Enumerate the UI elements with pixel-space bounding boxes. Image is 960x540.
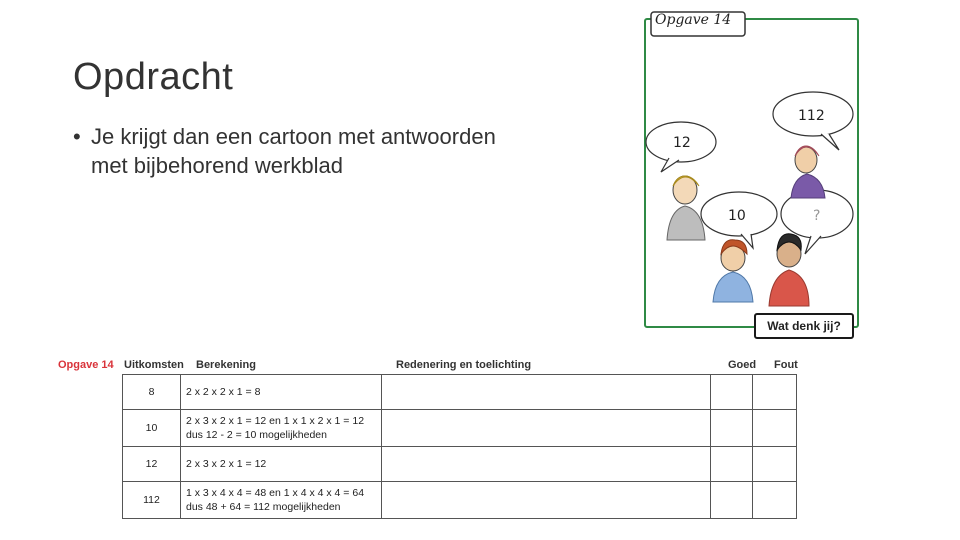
header-fout: Fout <box>774 359 798 371</box>
uitkomst-cell: 12 <box>123 447 181 482</box>
uitkomst-cell: 8 <box>123 375 181 410</box>
berekening-line: 2 x 3 x 2 x 1 = 12 <box>186 458 267 470</box>
berekening-line: 2 x 3 x 2 x 1 = 12 en 1 x 1 x 2 x 1 = 12 <box>186 415 365 427</box>
berekening-line: 1 x 3 x 4 x 4 = 48 en 1 x 4 x 4 x 4 = 64 <box>186 487 365 499</box>
header-goed: Goed <box>728 359 757 371</box>
fout-cell[interactable] <box>753 482 797 519</box>
bullet-text-line1: Je krijgt dan een cartoon met antwoorden <box>91 124 496 149</box>
uitkomst-cell: 112 <box>123 482 181 519</box>
cartoon-drawing <box>641 10 863 340</box>
redenering-cell[interactable] <box>382 447 711 482</box>
redenering-cell[interactable] <box>382 375 711 410</box>
bullet-dot-icon: • <box>73 124 81 149</box>
fout-cell[interactable] <box>753 410 797 447</box>
bullet-item-continuation <box>73 151 593 180</box>
berekening-line: dus 48 + 64 = 112 mogelijkheden <box>186 501 341 513</box>
worksheet-label: Opgave 14 <box>58 359 114 371</box>
goed-cell[interactable] <box>711 447 753 482</box>
table-row <box>123 447 797 482</box>
cartoon-question: Wat denk jij? <box>754 313 854 339</box>
cartoon-image <box>641 10 863 340</box>
table-row <box>123 410 797 447</box>
goed-cell[interactable] <box>711 375 753 410</box>
cartoon-frame <box>645 19 858 327</box>
berekening-line: dus 12 - 2 = 10 mogelijkheden <box>186 429 327 441</box>
berekening-cell <box>181 375 382 410</box>
berekening-cell <box>181 482 382 519</box>
fout-cell[interactable] <box>753 375 797 410</box>
berekening-cell <box>181 447 382 482</box>
redenering-cell[interactable] <box>382 410 711 447</box>
goed-cell[interactable] <box>711 482 753 519</box>
uitkomst-cell: 10 <box>123 410 181 447</box>
bubble-text: 112 <box>798 108 825 124</box>
bubble-text: ? <box>813 208 821 224</box>
berekening-cell <box>181 410 382 447</box>
redenering-cell[interactable] <box>382 482 711 519</box>
bullet-item <box>73 122 593 151</box>
bubble-text: 12 <box>673 135 691 151</box>
bullet-list <box>73 122 593 180</box>
header-berekening: Berekening <box>196 359 256 371</box>
header-redenering: Redenering en toelichting <box>396 359 532 371</box>
cartoon-label: Opgave 14 <box>655 12 732 28</box>
table-row <box>123 482 797 519</box>
fout-cell[interactable] <box>753 447 797 482</box>
berekening-line: 2 x 2 x 2 x 1 = 8 <box>186 386 261 398</box>
worksheet-table <box>122 374 797 519</box>
slide-title: Opdracht <box>73 56 234 98</box>
bubble-text: 10 <box>728 208 746 224</box>
header-uitkomsten: Uitkomsten <box>124 359 184 371</box>
table-row <box>123 375 797 410</box>
bullet-text-line2: met bijbehorend werkblad <box>91 153 343 178</box>
goed-cell[interactable] <box>711 410 753 447</box>
